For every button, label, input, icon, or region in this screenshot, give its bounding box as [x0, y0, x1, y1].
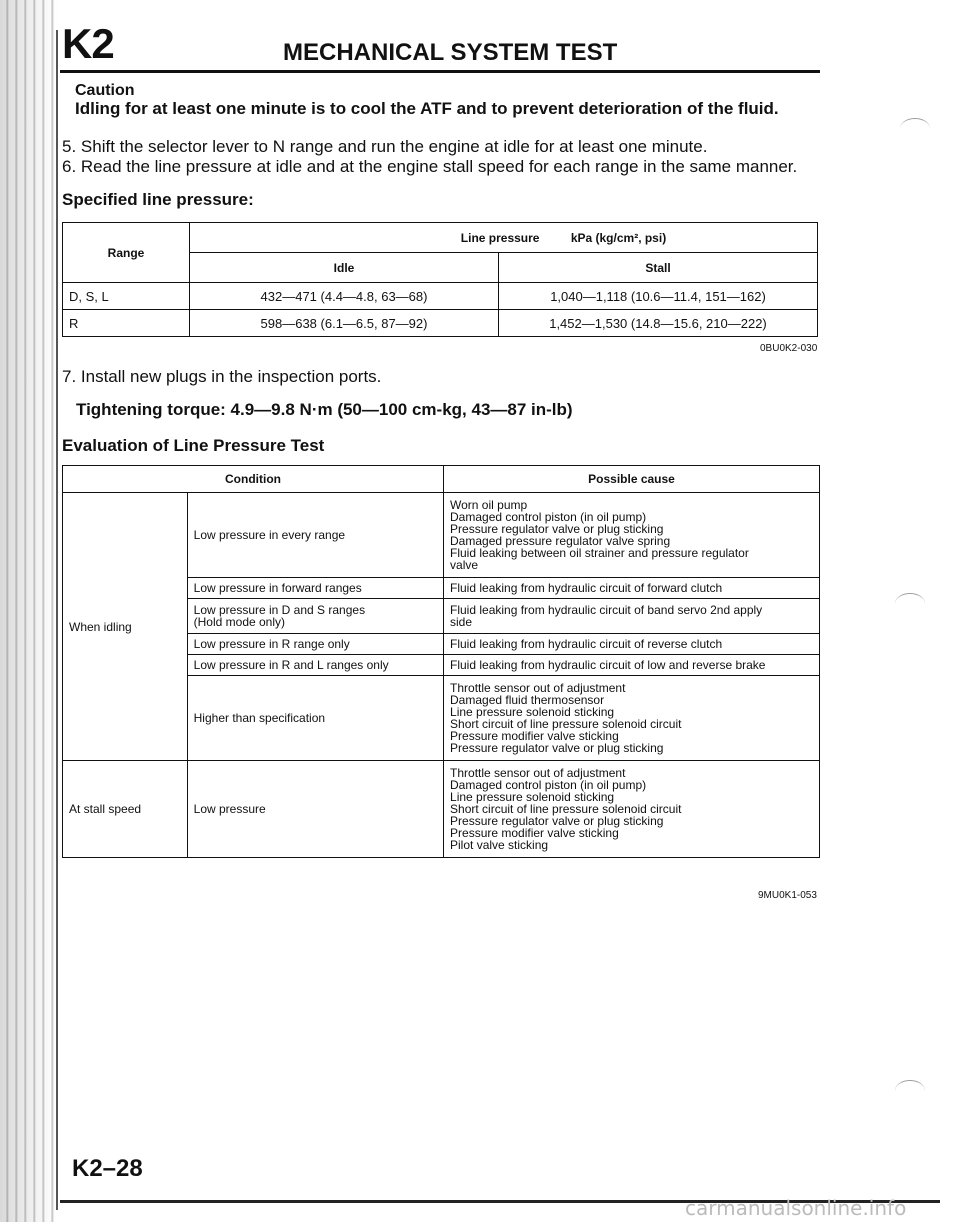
page-title: MECHANICAL SYSTEM TEST: [283, 39, 618, 66]
torque-spec: Tightening torque: 4.9—9.8 N·m (50—100 cm-kg, 43—87 in-lb): [76, 400, 573, 419]
idle-cell: 598—638 (6.1—6.5, 87—92): [190, 310, 499, 337]
condition-cell: Low pressure in R and L ranges only: [187, 655, 443, 676]
header-range: Range: [63, 223, 190, 283]
cause-line: Damaged control piston (in oil pump): [450, 510, 647, 524]
cause-line: Damaged fluid thermosensor: [450, 693, 605, 707]
group-when-idling: When idling: [63, 493, 188, 761]
cause-line: side: [450, 615, 473, 629]
cause-list: [450, 582, 813, 594]
header-cause: Possible cause: [444, 466, 820, 493]
cause-line: Fluid leaking from hydraulic circuit of reverse clutch: [450, 637, 723, 651]
cause-line: Fluid leaking from hydraulic circuit of low and reverse brake: [450, 658, 766, 672]
cause-line: Throttle sensor out of adjustment: [450, 681, 626, 695]
cause-cell: [444, 578, 820, 599]
range-cell: R: [63, 310, 190, 337]
cause-line: Fluid leaking from hydraulic circuit of forward clutch: [450, 581, 723, 595]
condition-cell: Low pressure in R range only: [187, 634, 443, 655]
cause-line: Worn oil pump: [450, 498, 528, 512]
cause-cell: [444, 634, 820, 655]
cause-list: [450, 682, 813, 754]
cause-list: [450, 604, 813, 628]
condition-cell: Low pressure in every range: [187, 493, 443, 578]
page-number: K2–28: [72, 1155, 143, 1182]
condition-cell: Low pressure in forward ranges: [187, 578, 443, 599]
header-line-pressure: Line pressure: [460, 230, 540, 245]
header-rule: [60, 70, 820, 73]
cause-line: Pressure regulator valve or plug sticking: [450, 741, 664, 755]
header-condition: Condition: [63, 466, 444, 493]
cause-cell: [444, 599, 820, 634]
eval-heading: Evaluation of Line Pressure Test: [62, 436, 325, 455]
cause-cell: [444, 761, 820, 858]
cause-line: Pressure regulator valve or plug sticking: [450, 814, 664, 828]
section-code: K2: [62, 20, 114, 67]
header-idle: Idle: [190, 253, 499, 283]
figure-ref-code: 0BU0K2-030: [760, 343, 818, 354]
cause-line: Short circuit of line pressure solenoid circuit: [450, 717, 682, 731]
cause-list: [450, 499, 813, 571]
scan-mark: [900, 118, 930, 139]
stall-cell: 1,452—1,530 (14.8—15.6, 210—222): [499, 310, 818, 337]
scan-mark: [895, 593, 925, 614]
header-unit: kPa (kg/cm², psi): [570, 230, 667, 245]
binding-edge: [0, 0, 58, 1222]
cause-cell: [444, 655, 820, 676]
cause-line: Damaged pressure regulator valve spring: [450, 534, 671, 548]
cause-list: [450, 767, 813, 851]
cause-line: Fluid leaking from hydraulic circuit of band servo 2nd apply: [450, 603, 763, 617]
table-row: [63, 310, 818, 337]
idle-cell: 432—471 (4.4—4.8, 63—68): [190, 283, 499, 310]
figure-ref-code-2: 9MU0K1-053: [758, 890, 817, 901]
table-row: [63, 761, 820, 858]
header-stall: Stall: [499, 253, 818, 283]
cause-line: Line pressure solenoid sticking: [450, 790, 615, 804]
cause-cell: [444, 493, 820, 578]
cause-line: Pilot valve sticking: [450, 838, 549, 852]
caution-text: Idling for at least one minute is to cool the ATF and to prevent deterioration of the fluid.: [75, 99, 779, 118]
condition-cell: Higher than specification: [187, 676, 443, 761]
header-line-pressure-cell: [190, 223, 818, 253]
condition-cell: Low pressure in D and S ranges (Hold mode only): [187, 599, 443, 634]
group-at-stall-speed: At stall speed: [63, 761, 188, 858]
watermark: carmanualsonline.info: [685, 1196, 907, 1220]
caution-label: Caution: [75, 82, 135, 99]
cause-line: Throttle sensor out of adjustment: [450, 766, 626, 780]
range-cell: D, S, L: [63, 283, 190, 310]
scan-mark: [895, 1080, 925, 1101]
cause-line: valve: [450, 558, 479, 572]
cause-line: Damaged control piston (in oil pump): [450, 778, 647, 792]
stall-cell: 1,040—1,118 (10.6—11.4, 151—162): [499, 283, 818, 310]
cause-list: [450, 659, 813, 671]
cause-line: Fluid leaking between oil strainer and pressure regulator: [450, 546, 749, 560]
cause-line: Line pressure solenoid sticking: [450, 705, 615, 719]
line-pressure-table: [62, 222, 818, 337]
cause-line: Pressure modifier valve sticking: [450, 729, 619, 743]
cause-list: [450, 638, 813, 650]
binding-line: [56, 30, 58, 1210]
condition-cell: Low pressure: [187, 761, 443, 858]
cause-line: Pressure modifier valve sticking: [450, 826, 619, 840]
table-row: [63, 283, 818, 310]
step-7: 7. Install new plugs in the inspection ports.: [62, 367, 382, 386]
table-row: [63, 493, 820, 578]
cause-line: Pressure regulator valve or plug sticking: [450, 522, 664, 536]
step-6: 6. Read the line pressure at idle and at the engine stall speed for each range in the same manner.: [62, 157, 798, 176]
evaluation-table: [62, 465, 820, 858]
step-5: 5. Shift the selector lever to N range and run the engine at idle for at least one minute.: [62, 137, 708, 156]
cause-line: Short circuit of line pressure solenoid circuit: [450, 802, 682, 816]
spec-heading: Specified line pressure:: [62, 190, 254, 209]
cause-cell: [444, 676, 820, 761]
